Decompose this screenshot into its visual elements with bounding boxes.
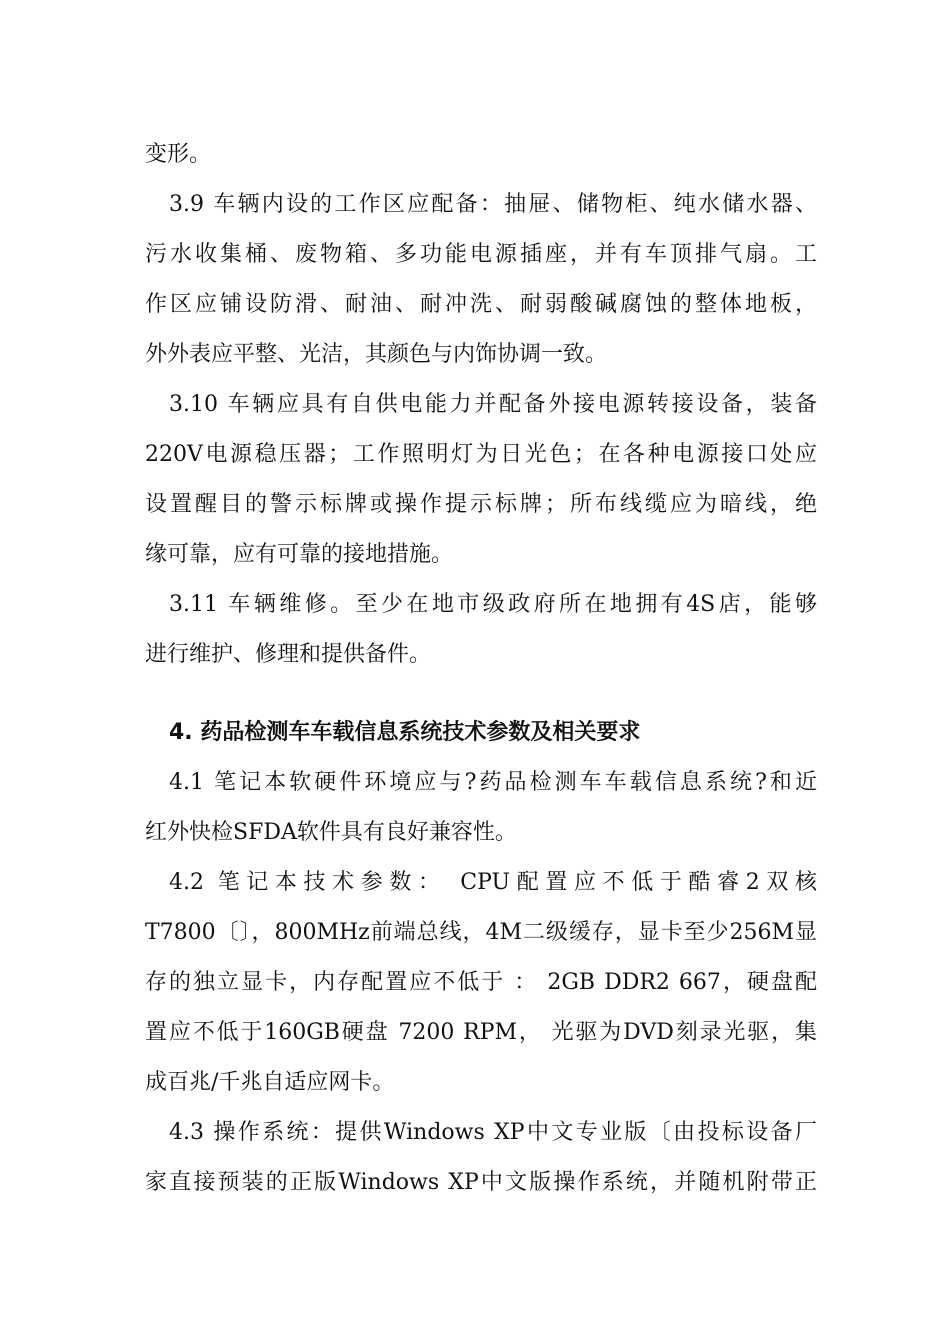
- paragraph-gap: [145, 680, 817, 708]
- text-line: 3.9 车辆内设的工作区应配备：抽屉、储物柜、纯水储水器、: [169, 192, 817, 217]
- text-line: 设置醒目的警示标牌或操作提示标牌；所布线缆应为暗线，绝: [145, 492, 817, 517]
- text-line: 红外快检SFDA软件具有良好兼容性。: [145, 820, 517, 845]
- document-body: [145, 130, 817, 1208]
- text-line: 4.1 笔记本软硬件环境应与?药品检测车车载信息系统?和近: [169, 770, 817, 795]
- text-line: 4.3 操作系统：提供Windows XP中文专业版〔由投标设备厂: [169, 1120, 817, 1145]
- text-line: 缘可靠，应有可靠的接地措施。: [145, 542, 454, 567]
- text-line: 进行维护、修理和提供备件。: [145, 642, 432, 667]
- text-line: 家直接预装的正版Windows XP中文版操作系统，并随机附带正: [145, 1170, 817, 1195]
- text-line: 作区应铺设防滑、耐油、耐冲洗、耐弱酸碱腐蚀的整体地板，: [145, 292, 817, 317]
- text-line: T7800〔〕，800MHz前端总线，4M二级缓存，显卡至少256M显: [145, 920, 817, 945]
- text-line: 成百兆/千兆自适应网卡。: [145, 1070, 395, 1095]
- text-line: 置应不低于160GB硬盘 7200 RPM， 光驱为DVD刻录光驱，集: [145, 1020, 817, 1045]
- text-line: 污水收集桶、废物箱、多功能电源插座，并有车顶排气扇。工: [145, 242, 817, 267]
- text-line: 外外表应平整、光洁，其颜色与内饰协调一致。: [145, 342, 608, 367]
- text-line: 220V电源稳压器；工作照明灯为日光色；在各种电源接口处应: [145, 442, 817, 467]
- text-line: 3.10 车辆应具有自供电能力并配备外接电源转接设备，装备: [169, 392, 817, 417]
- text-line: 存的独立显卡，内存配置应不低于 ： 2GB DDR2 667，硬盘配: [145, 970, 817, 995]
- text-line: 变形。: [145, 142, 212, 167]
- section-heading: 4. 药品检测车车载信息系统技术参数及相关要求: [169, 720, 641, 745]
- text-line: 3.11 车辆维修。至少在地市级政府所在地拥有4S店，能够: [169, 592, 817, 617]
- text-line: 4.2 笔记本技术参数： CPU配置应不低于酷睿2双核: [169, 870, 817, 895]
